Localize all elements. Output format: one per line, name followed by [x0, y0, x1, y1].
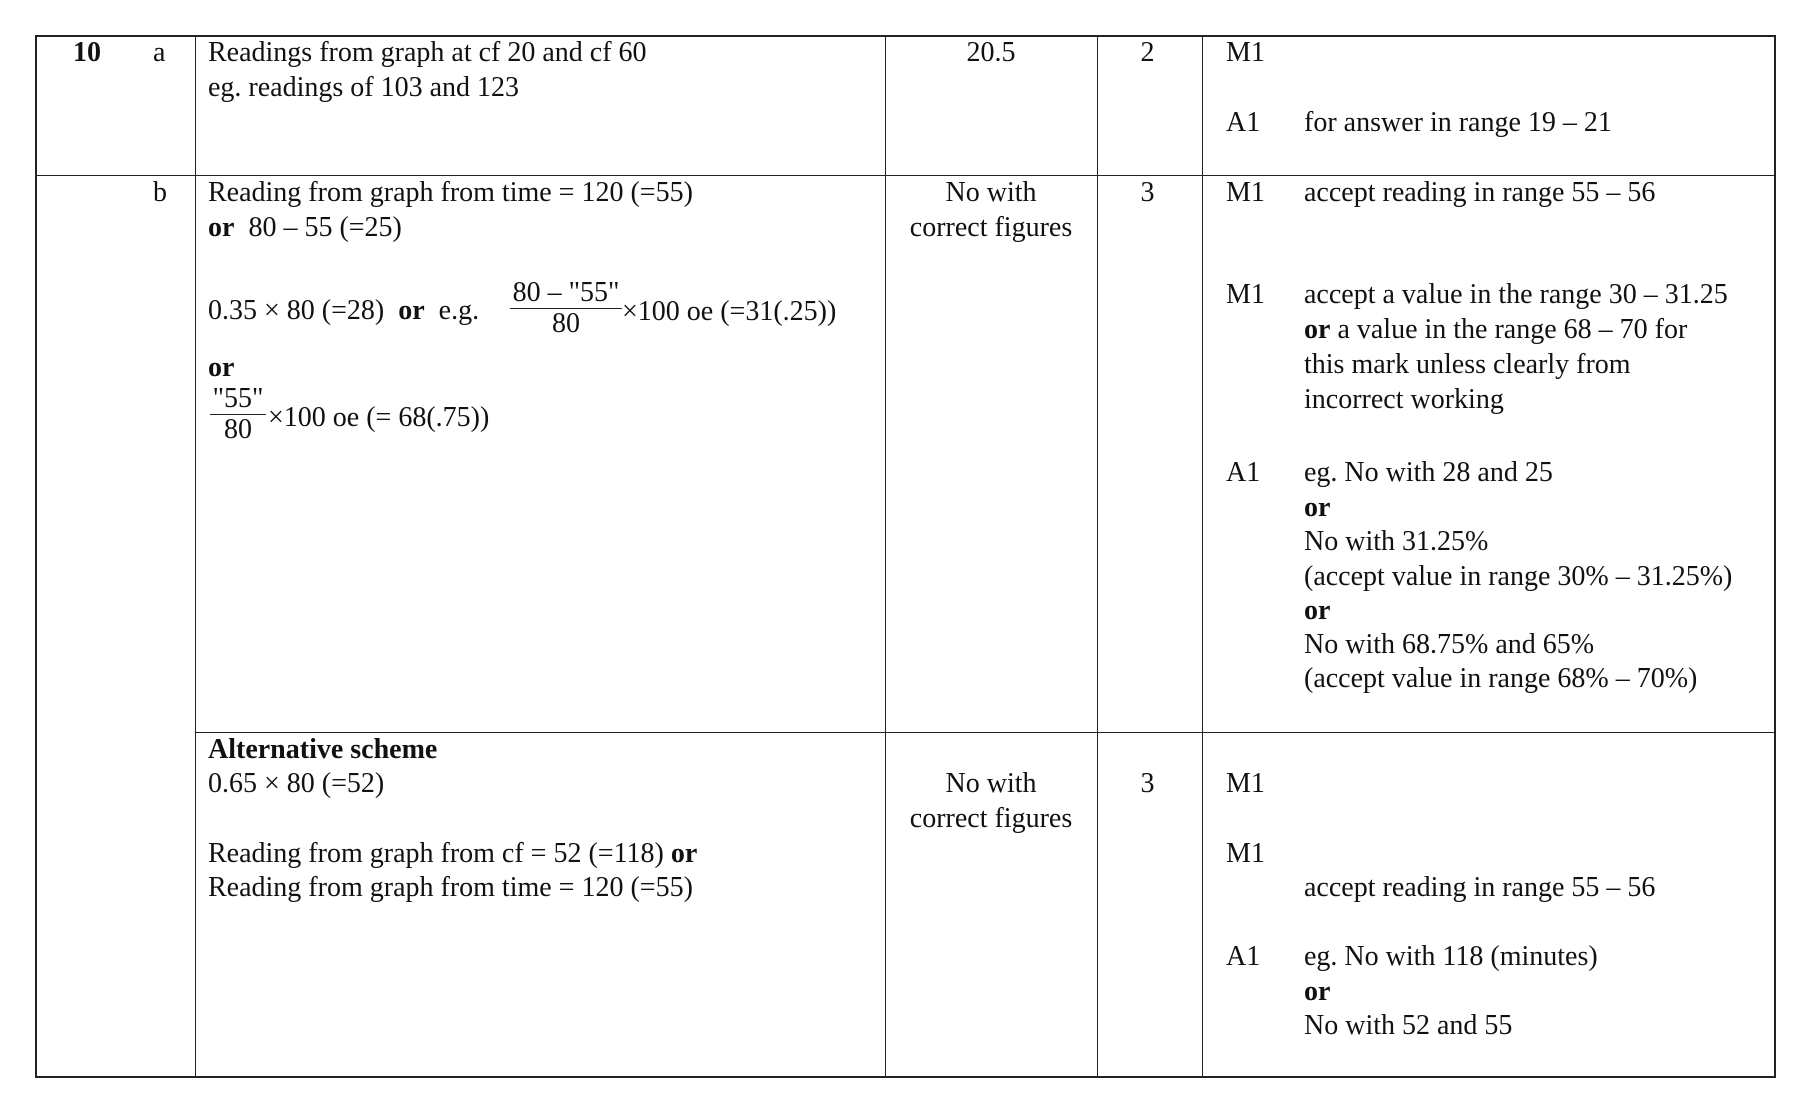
row-b-a1: A1 — [1226, 457, 1261, 488]
row-b-m1-a-note: accept reading in range 55 – 56 — [1304, 177, 1656, 208]
alt-m1-b: M1 — [1226, 838, 1265, 869]
row-b-a1-note-7: (accept value in range 68% – 70%) — [1304, 663, 1698, 694]
or-keyword: or — [208, 352, 235, 383]
fraction-1-numerator: 80 – "55" — [510, 278, 622, 309]
row-b-a1-note-6: No with 68.75% and 65% — [1304, 629, 1595, 660]
fraction-2 — [210, 384, 266, 445]
row-b-m1-a: M1 — [1226, 177, 1265, 208]
row-b-m1-b-note-2 — [1304, 313, 1687, 347]
part-label-b: b — [153, 177, 167, 208]
or-keyword: or — [1304, 314, 1331, 345]
alt-answer-line-1: No with — [945, 768, 1037, 799]
row-a-working-line-1: Readings from graph at cf 20 and cf 60 — [208, 37, 647, 68]
column-divider — [1202, 37, 1203, 1076]
row-b-working-line-3b: ×100 oe (=31(.25)) — [622, 296, 837, 327]
or-keyword: or — [208, 212, 235, 243]
or-keyword: or — [1304, 492, 1331, 523]
row-b-mark: 3 — [1140, 177, 1155, 208]
alt-working-line-1: 0.65 × 80 (=52) — [208, 768, 385, 799]
alt-a1-note-1: eg. No with 118 (minutes) — [1304, 941, 1598, 972]
row-a-a1: A1 — [1226, 107, 1261, 138]
row-b-a1-note-3: No with 31.25% — [1304, 526, 1489, 557]
fraction-1 — [510, 278, 622, 339]
row-a-mark: 2 — [1140, 37, 1155, 68]
row-a-answer: 20.5 — [966, 37, 1016, 68]
row-b-m1-b-note-3: this mark unless clearly from — [1304, 349, 1631, 380]
row-b-a1-note-1: eg. No with 28 and 25 — [1304, 457, 1553, 488]
alt-m1-b-note: accept reading in range 55 – 56 — [1304, 872, 1656, 903]
alt-working-line-2-text: Reading from graph from cf = 52 (=118) — [208, 838, 664, 869]
row-b-working-line-2 — [208, 211, 402, 245]
row-b-working-line-2-text: 80 – 55 (=25) — [248, 212, 402, 243]
fraction-1-denominator: 80 — [552, 308, 580, 339]
row-b-answer-line-1: No with — [945, 177, 1037, 208]
row-b-working-expr: 0.35 × 80 (=28) — [208, 295, 385, 326]
row-a-working-line-2: eg. readings of 103 and 123 — [208, 72, 520, 103]
alt-m1-a: M1 — [1226, 768, 1265, 799]
row-b-m1-b-note-2-text: a value in the range 68 – 70 for — [1337, 314, 1688, 345]
or-keyword: or — [398, 295, 425, 326]
or-keyword: or — [1304, 595, 1331, 626]
row-b-working-line-1: Reading from graph from time = 120 (=55) — [208, 177, 693, 208]
row-b-answer-line-2: correct figures — [909, 212, 1073, 243]
alt-a1: A1 — [1226, 941, 1261, 972]
row-b-m1-b-note-1: accept a value in the range 30 – 31.25 — [1304, 279, 1728, 310]
part-label-a: a — [153, 37, 166, 68]
eg-label: e.g. — [438, 295, 480, 326]
question-number: 10 — [73, 37, 101, 68]
column-divider — [195, 37, 196, 1076]
or-keyword: or — [670, 838, 698, 869]
row-b-working-line-3a — [208, 294, 479, 328]
or-keyword: or — [1304, 976, 1331, 1007]
fraction-2-numerator: "55" — [210, 384, 266, 415]
alternative-scheme-heading: Alternative scheme — [208, 734, 438, 765]
alt-a1-note-3: No with 52 and 55 — [1304, 1010, 1513, 1041]
row-b-a1-note-4: (accept value in range 30% – 31.25%) — [1304, 561, 1733, 592]
row-a-m1: M1 — [1226, 37, 1265, 68]
fraction-2-denominator: 80 — [224, 414, 252, 445]
row-b-m1-b: M1 — [1226, 279, 1265, 310]
alt-mark: 3 — [1140, 768, 1155, 799]
alt-answer-line-2: correct figures — [909, 803, 1073, 834]
row-a-a1-note: for answer in range 19 – 21 — [1304, 107, 1612, 138]
alt-working-line-2 — [208, 837, 697, 871]
row-b-working-line-4b: ×100 oe (= 68(.75)) — [268, 402, 490, 433]
alt-working-line-3: Reading from graph from time = 120 (=55) — [208, 872, 693, 903]
row-b-m1-b-note-4: incorrect working — [1304, 384, 1504, 415]
